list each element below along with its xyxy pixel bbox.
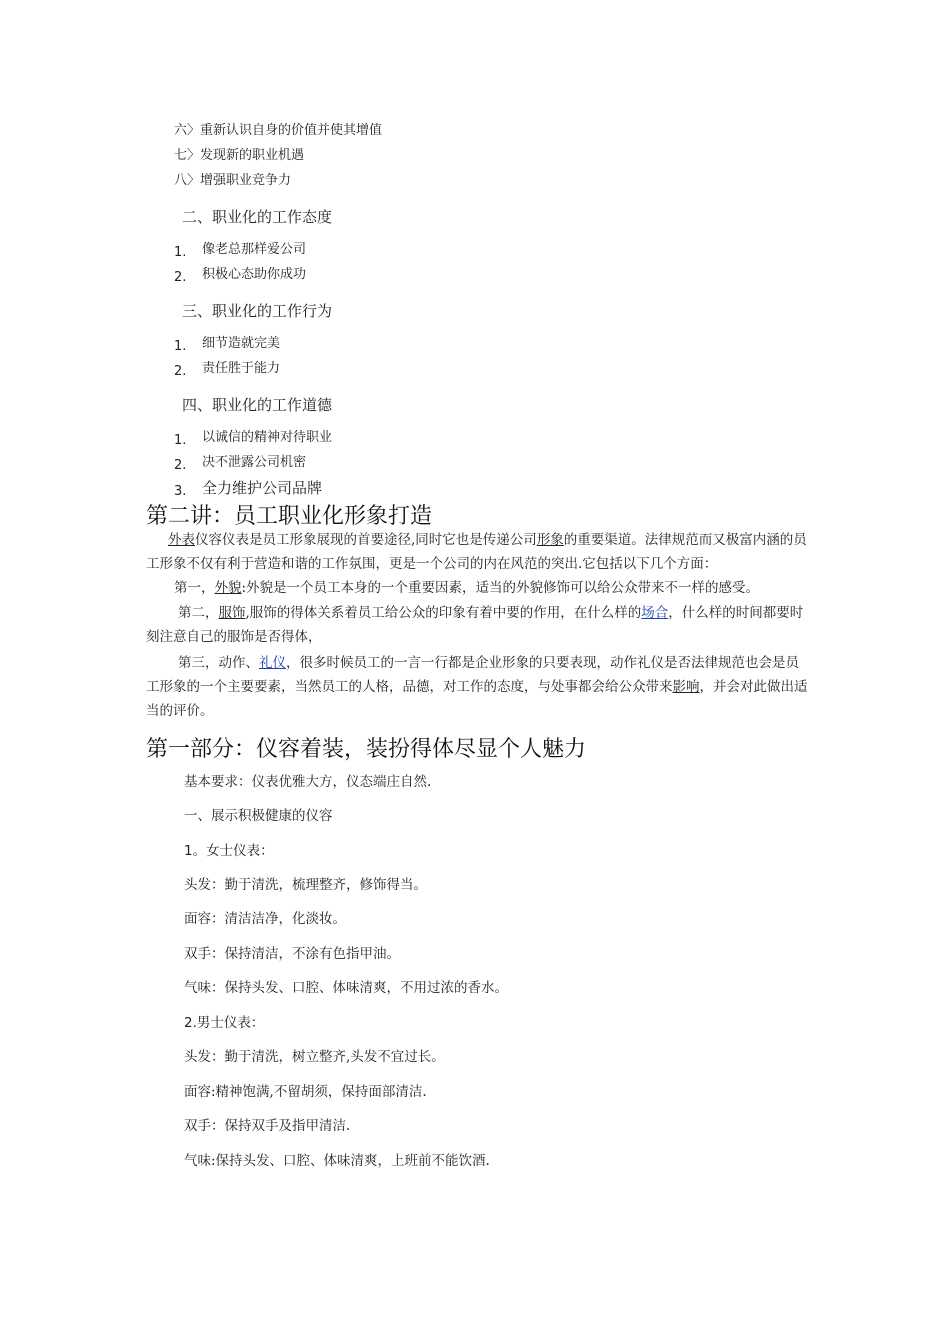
list-item: 责任胜于能力 bbox=[202, 361, 281, 376]
part-title: 第一部分：仪容着装，装扮得体尽显个人魅力 bbox=[146, 737, 587, 762]
list-item: 决不泄露公司机密 bbox=[202, 455, 307, 470]
list-number: 2. bbox=[174, 270, 187, 285]
list-number: 1. bbox=[174, 245, 187, 260]
list-item: 全力维护公司品牌 bbox=[202, 479, 323, 497]
etiquette-link[interactable]: 礼仪 bbox=[259, 655, 286, 671]
male-item: 气味:保持头发、口腔、体味清爽，上班前不能饮酒. bbox=[184, 1153, 490, 1169]
male-item: 头发：勤于清洗，树立整齐,头发不宜过长。 bbox=[184, 1049, 445, 1065]
male-item: 面容:精神饱满,不留胡须，保持面部清洁. bbox=[184, 1084, 427, 1100]
section-heading: 四、职业化的工作道德 bbox=[182, 396, 333, 414]
paragraph-etiquette: 第三，动作、礼仪，很多时候员工的一言一行都是企业形象的只要表现，动作礼仪是否法律规范也会是员工形象的一个主要要素，当然员工的人格，品德，对工作的态度，与处事都会给公众带来影响，并会对此做出适当的评价。 bbox=[146, 655, 808, 719]
attire-term: 服饰 bbox=[218, 605, 246, 621]
paragraph-attire: 第二，服饰,服饰的得体关系着员工给公众的印象有着中要的作用，在什么样的场合，什么样的时间都要时刻注意自己的服饰是否得体， bbox=[146, 605, 804, 645]
image-term: 形象 bbox=[536, 532, 564, 548]
outline-item: 八〉增强职业竞争力 bbox=[174, 173, 292, 188]
outline-item: 七〉发现新的职业机遇 bbox=[174, 148, 305, 163]
female-item: 气味：保持头发、口腔、体味清爽，不用过浓的香水。 bbox=[184, 980, 508, 996]
list-number: 2. bbox=[174, 458, 187, 473]
influence-term: 影响 bbox=[672, 679, 700, 695]
subsection-heading: 一、展示积极健康的仪容 bbox=[184, 808, 333, 824]
female-item: 双手：保持清洁，不涂有色指甲油。 bbox=[184, 946, 400, 962]
intro-paragraph: 外表仪容仪表是员工形象展现的首要途径,同时它也是传递公司形象的重要渠道。法律规范而又极富内涵的员工形象不仅有利于营造和谐的工作氛围，更是一个公司的内在风范的突出.它包括以下几个方面： bbox=[146, 532, 807, 572]
male-item: 双手：保持双手及指甲清洁. bbox=[184, 1118, 351, 1134]
list-item: 像老总那样爱公司 bbox=[202, 242, 307, 257]
list-number: 2. bbox=[174, 364, 187, 379]
appearance-term: 外表 bbox=[168, 532, 195, 548]
lecture-title: 第二讲：员工职业化形象打造 bbox=[146, 504, 433, 529]
section-heading: 三、职业化的工作行为 bbox=[182, 302, 333, 320]
female-item: 面容：清洁洁净，化淡妆。 bbox=[184, 911, 346, 927]
list-number: 1. bbox=[174, 433, 187, 448]
paragraph-looks: 第一，外貌:外貌是一个员工本身的一个重要因素，适当的外貌修饰可以给公众带来不一样的感受。 bbox=[174, 580, 760, 596]
outline-item: 六〉重新认识自身的价值并使其增值 bbox=[174, 123, 383, 138]
male-heading: 2.男士仪表： bbox=[184, 1015, 265, 1031]
female-heading: 1。女士仪表： bbox=[184, 843, 274, 859]
list-item: 细节造就完美 bbox=[202, 336, 281, 351]
list-item: 积极心态助你成功 bbox=[202, 267, 307, 282]
list-item: 以诚信的精神对待职业 bbox=[202, 430, 333, 445]
occasion-link[interactable]: 场合 bbox=[641, 605, 669, 621]
list-number: 3. bbox=[174, 484, 187, 499]
section-heading: 二、职业化的工作态度 bbox=[182, 208, 333, 226]
female-item: 头发：勤于清洗，梳理整齐，修饰得当。 bbox=[184, 877, 427, 893]
basic-requirement: 基本要求：仪表优雅大方，仪态端庄自然. bbox=[184, 774, 432, 790]
looks-term: 外貌 bbox=[214, 580, 242, 596]
list-number: 1. bbox=[174, 339, 187, 354]
